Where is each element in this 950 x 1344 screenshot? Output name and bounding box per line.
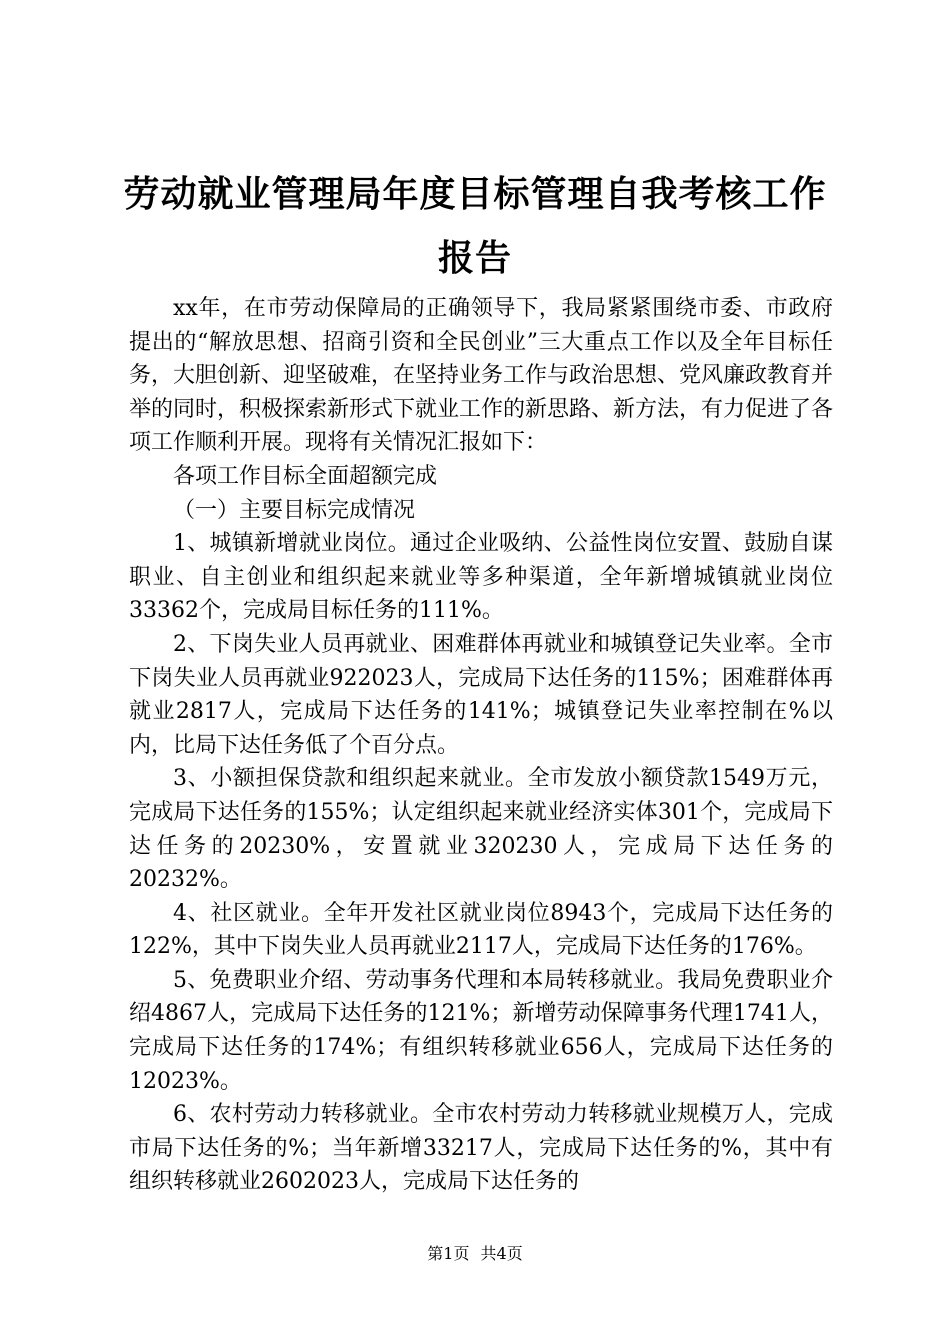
paragraph-item-6: 6、农村劳动力转移就业。全市农村劳动力转移就业规模万人，完成市局下达任务的%；当年新增33217人，完成局下达任务的%，其中有组织转移就业2602023人，完成局下达任务的 [129,1102,833,1195]
page-title: 劳动就业管理局年度目标管理自我考核工作报告 [123,173,827,279]
page-footer [0,1244,950,1264]
paragraph-intro: xx年，在市劳动保障局的正确领导下，我局紧紧围绕市委、市政府提出的“解放思想、招商引资和全民创业”三大重点工作以及全年目标任务，大胆创新、迎坚破难，在坚持业务工作与政治思想、党风廉政教育并举的同时，积极探索新形式下就业工作的新思路、新方法，有力促进了各项工作顺利开展。现将有关情况汇报如下： [129,296,834,456]
subsection-heading: （一）主要目标完成情况 [173,497,416,523]
paragraph-item-5: 5、免费职业介绍、劳动事务代理和本局转移就业。我局免费职业介绍4867人，完成局下达任务的121%；新增劳动保障事务代理1741人，完成局下达任务的174%；有组织转移就业656人，完成局下达任务的12023%。 [129,967,833,1094]
paragraph-item-2: 2、下岗失业人员再就业、困难群体再就业和城镇登记失业率。全市下岗失业人员再就业922023人，完成局下达任务的115%；困难群体再就业2817人，完成局下达任务的141%；城镇登记失业率控制在%以内，比局下达任务低了个百分点。 [129,631,833,758]
paragraph-item-1: 1、城镇新增就业岗位。通过企业吸纳、公益性岗位安置、鼓励自谋职业、自主创业和组织起来就业等多种渠道，全年新增城镇就业岗位33362个，完成局目标任务的111%。 [129,531,833,624]
page-number: 第1页 [427,1244,470,1263]
document-body [129,292,833,1199]
paragraph-item-3: 3、小额担保贷款和组织起来就业。全市发放小额贷款1549万元，完成局下达任务的155%；认定组织起来就业经济实体301个，完成局下达任务的20230%，安置就业320230人，完成局下达任务的20232%。 [129,766,833,893]
section-heading: 各项工作目标全面超额完成 [173,463,438,489]
page-total: 共4页 [480,1244,523,1263]
paragraph-item-4: 4、社区就业。全年开发社区就业岗位8943个，完成局下达任务的122%，其中下岗失业人员再就业2117人，完成局下达任务的176%。 [129,900,833,960]
